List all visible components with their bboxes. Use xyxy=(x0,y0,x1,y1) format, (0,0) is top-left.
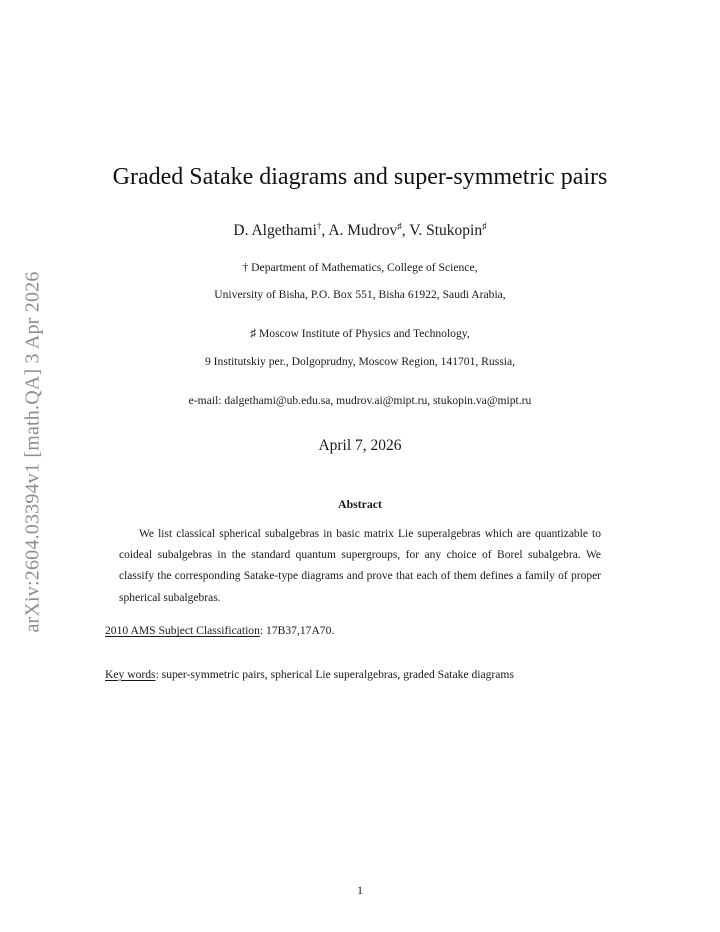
affiliation-line: ♯ Moscow Institute of Physics and Technology, xyxy=(250,327,470,340)
arxiv-side-stamp: arXiv:2604.03394v1 [math.QA] 3 Apr 2026 xyxy=(21,271,44,633)
author-name: D. Algethami xyxy=(233,222,317,240)
ams-classification-value: : 17B37,17A70. xyxy=(259,624,335,637)
author-name: V. Stukopin xyxy=(409,222,483,240)
keywords xyxy=(105,667,625,683)
affiliation-line: University of Bisha, P.O. Box 551, Bisha 61922, Saudi Arabia, xyxy=(214,288,506,301)
ams-classification xyxy=(105,623,625,639)
abstract-heading: Abstract xyxy=(338,497,382,511)
page-number: 1 xyxy=(357,883,363,897)
keywords-label: Key words xyxy=(105,668,156,681)
author-list: D. Algethami†, A. Mudrov♯, V. Stukopin♯ xyxy=(233,221,487,240)
abstract-text: We list classical spherical subalgebras in basic matrix Lie superalgebras which are quantizable to coideal subalgebras in the standard quantum supergroups, for any choice of Borel subalgebra. We classify the corresponding Satake-type diagrams and prove that each of them defines a family of proper spherical subalgebras. xyxy=(119,528,601,604)
author-mark: ♯ xyxy=(397,221,402,231)
author-name: A. Mudrov xyxy=(328,222,398,240)
author-mark: ♯ xyxy=(482,221,487,231)
keywords-value: : super-symmetric pairs, spherical Lie superalgebras, graded Satake diagrams xyxy=(155,668,514,681)
ams-classification-label: 2010 AMS Subject Classification xyxy=(105,624,260,637)
author-mark: † xyxy=(316,221,322,231)
affiliation-line: 9 Institutskiy per., Dolgoprudny, Moscow Region, 141701, Russia, xyxy=(204,355,516,368)
paper-title: Graded Satake diagrams and super-symmetric pairs xyxy=(112,164,608,190)
email-line: e-mail: dalgethami@ub.edu.sa, mudrov.ai@mipt.ru, stukopin.va@mipt.ru xyxy=(188,394,532,407)
paper-date: April 7, 2026 xyxy=(318,437,402,454)
affiliation-line: † Department of Mathematics, College of Science, xyxy=(242,261,478,274)
